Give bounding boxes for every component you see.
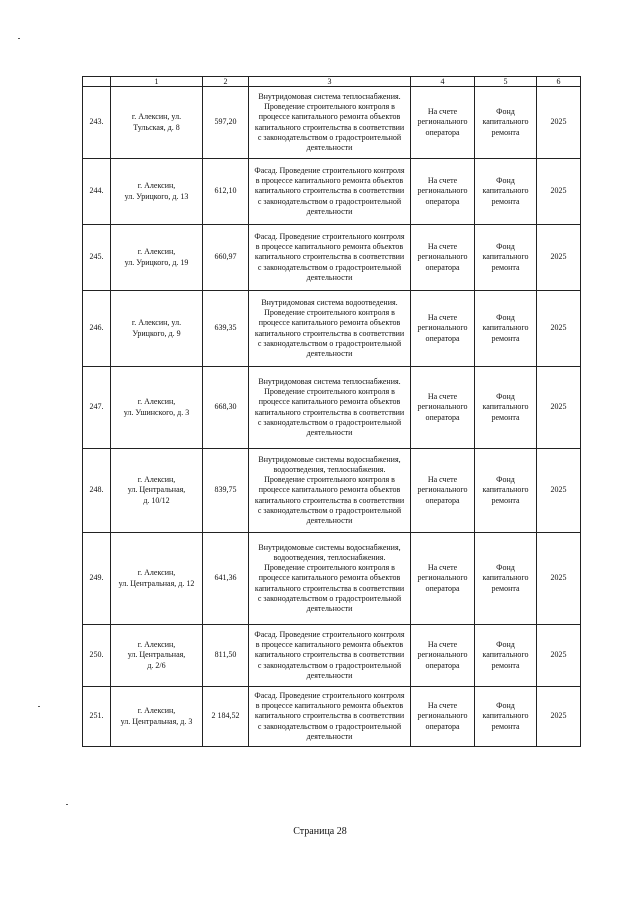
work-line: Проведение строительного контроля в [264,475,395,485]
row-number-cell: 243. [83,87,111,159]
area-cell: 660,97 [203,225,249,291]
work-description-cell [249,533,411,625]
work-line: Фасад. Проведение строительного контроля [254,165,405,175]
account-line: регионального [417,186,468,196]
work-line: с законодательством о градостроительной [257,196,402,206]
funding-line: Фонд [496,313,515,323]
scan-speck [66,804,68,805]
row-number-cell: 249. [83,533,111,625]
address-line: ул. Центральная, д. 3 [120,716,193,726]
table-row [83,449,581,533]
funding-source-cell [475,367,537,449]
work-line: процессе капитального ремонта объектов [258,573,401,583]
address-line: ул. Ушинского, д. 3 [123,407,190,417]
account-line: На счете [427,242,458,252]
table-row [83,159,581,225]
work-line: деятельности [306,272,353,282]
work-line: в процессе капитального ремонта объектов [255,640,404,650]
table-row [83,225,581,291]
account-line: оператора [425,495,460,505]
year-cell: 2025 [537,87,581,159]
row-number-cell: 251. [83,687,111,747]
funding-source-cell [475,291,537,367]
year-cell: 2025 [537,367,581,449]
account-line: На счете [427,701,458,711]
work-line: Внутридомовые системы водоснабжения, [258,454,401,464]
funding-line: ремонта [491,333,520,343]
account-line: оператора [425,262,460,272]
address-line: г. Алексин, ул. [131,112,182,122]
work-line: капитального строительства в соответствии [254,711,405,721]
row-number-cell: 247. [83,367,111,449]
work-line: деятельности [306,348,353,358]
work-description-cell [249,449,411,533]
year-cell: 2025 [537,687,581,747]
funding-line: ремонта [491,721,520,731]
row-number-cell: 248. [83,449,111,533]
funding-line: ремонта [491,495,520,505]
work-line: в процессе капитального ремонта объектов [255,176,404,186]
work-line: водоотведения, теплоснабжения. [273,464,386,474]
area-cell: 811,50 [203,625,249,687]
funding-line: ремонта [491,583,520,593]
address-cell [111,367,203,449]
funding-line: капитального [482,252,529,262]
year-cell: 2025 [537,291,581,367]
header-cell-1: 1 [111,77,203,87]
address-cell [111,87,203,159]
funding-line: Фонд [496,107,515,117]
work-line: капитального строительства в соответствии [254,122,405,132]
row-number-cell: 246. [83,291,111,367]
header-cell-3: 3 [249,77,411,87]
funding-line: ремонта [491,412,520,422]
address-line: ул. Урицкого, д. 19 [124,257,189,267]
work-line: деятельности [306,206,353,216]
row-number-cell: 245. [83,225,111,291]
work-line: в процессе капитального ремонта объектов [255,242,404,252]
row-number-cell: 250. [83,625,111,687]
funding-source-cell [475,687,537,747]
work-line: Внутридомовая система водоотведения. [261,297,398,307]
account-cell [411,449,475,533]
scan-speck [38,706,40,707]
work-line: с законодательством о градостроительной [257,721,402,731]
address-line: г. Алексин, [137,706,176,716]
work-line: процессе капитального ремонта объектов [258,397,401,407]
funding-line: ремонта [491,660,520,670]
header-cell-2: 2 [203,77,249,87]
address-line: д. 10/12 [143,495,170,505]
account-cell [411,625,475,687]
work-line: с законодательством о градостроительной [257,417,402,427]
funding-source-cell [475,625,537,687]
header-cell-4: 4 [411,77,475,87]
address-cell [111,533,203,625]
year-cell: 2025 [537,533,581,625]
account-line: регионального [417,117,468,127]
account-cell [411,87,475,159]
work-line: капитального строительства в соответствии [254,495,405,505]
header-cell-5: 5 [475,77,537,87]
scan-speck [18,38,20,39]
address-line: д. 2/6 [147,660,166,670]
work-line: с законодательством о градостроительной [257,132,402,142]
account-line: оператора [425,721,460,731]
work-line: процессе капитального ремонта объектов [258,318,401,328]
account-cell [411,367,475,449]
work-line: капитального строительства в соответствии [254,650,405,660]
funding-line: Фонд [496,176,515,186]
funding-line: Фонд [496,563,515,573]
address-cell [111,291,203,367]
address-line: г. Алексин, [137,640,176,650]
account-line: оператора [425,333,460,343]
funding-line: капитального [482,186,529,196]
funding-line: ремонта [491,127,520,137]
address-line: г. Алексин, [137,181,176,191]
account-line: регионального [417,485,468,495]
column-number-header [83,77,581,87]
account-cell [411,533,475,625]
account-cell [411,225,475,291]
area-cell: 612,10 [203,159,249,225]
address-line: ул. Центральная, [127,485,186,495]
area-cell: 639,35 [203,291,249,367]
area-cell: 2 184,52 [203,687,249,747]
work-line: капитального строительства в соответствии [254,583,405,593]
account-line: На счете [427,107,458,117]
address-line: Тульская, д. 8 [133,122,180,132]
work-line: с законодательством о градостроительной [257,338,402,348]
account-line: оператора [425,196,460,206]
area-cell: 839,75 [203,449,249,533]
year-cell: 2025 [537,449,581,533]
area-cell: 668,30 [203,367,249,449]
work-line: капитального строительства в соответствии [254,252,405,262]
funding-line: Фонд [496,640,515,650]
work-line: деятельности [306,604,353,613]
funding-line: Фонд [496,475,515,485]
funding-source-cell [475,533,537,625]
table-body [83,87,581,747]
address-line: Урицкого, д. 9 [132,328,181,338]
account-line: оператора [425,127,460,137]
funding-line: капитального [482,711,529,721]
row-number-cell: 244. [83,159,111,225]
account-line: регионального [417,252,468,262]
account-line: На счете [427,640,458,650]
work-line: Фасад. Проведение строительного контроля [254,231,405,241]
address-cell [111,687,203,747]
table-row [83,291,581,367]
account-line: На счете [427,176,458,186]
table-row [83,367,581,449]
work-description-cell [249,687,411,747]
address-line: г. Алексин, [137,475,176,485]
work-line: Внутридомовая система теплоснабжения. [258,91,401,101]
funding-source-cell [475,159,537,225]
funding-line: Фонд [496,392,515,402]
work-line: Внутридомовая система теплоснабжения. [258,376,401,386]
work-line: в процессе капитального ремонта объектов [255,701,404,711]
table-row [83,533,581,625]
address-line: ул. Центральная, д. 12 [118,578,195,588]
work-line: деятельности [306,142,353,152]
table-row [83,625,581,687]
funding-line: капитального [482,573,529,583]
work-description-cell [249,291,411,367]
work-line: с законодательством о градостроительной [257,660,402,670]
work-line: Проведение строительного контроля в [264,387,395,397]
area-cell: 597,20 [203,87,249,159]
work-line: водоотведения, теплоснабжения. [273,552,386,562]
work-line: капитального строительства в соответствии [254,186,405,196]
year-cell: 2025 [537,225,581,291]
account-line: регионального [417,711,468,721]
account-line: На счете [427,475,458,485]
account-line: регионального [417,650,468,660]
funding-line: капитального [482,323,529,333]
table-row [83,87,581,159]
funding-source-cell [475,225,537,291]
account-cell [411,687,475,747]
work-line: с законодательством о градостроительной [257,593,402,603]
address-cell [111,625,203,687]
page-number: Страница 28 [293,826,347,837]
work-line: деятельности [306,427,353,437]
account-line: На счете [427,563,458,573]
account-line: На счете [427,313,458,323]
address-line: ул. Урицкого, д. 13 [124,191,189,201]
work-line: капитального строительства в соответствии [254,328,405,338]
funding-source-cell [475,87,537,159]
work-line: с законодательством о градостроительной [257,262,402,272]
work-line: процессе капитального ремонта объектов [258,112,401,122]
account-line: оператора [425,583,460,593]
account-line: регионального [417,323,468,333]
funding-source-cell [475,449,537,533]
account-line: На счете [427,392,458,402]
header-cell-blank [83,77,111,87]
funding-line: капитального [482,402,529,412]
work-line: Фасад. Проведение строительного контроля [254,690,405,700]
account-line: оператора [425,412,460,422]
address-cell [111,449,203,533]
funding-line: Фонд [496,701,515,711]
account-cell [411,159,475,225]
work-line: Проведение строительного контроля в [264,563,395,573]
work-line: с законодательством о градостроительной [257,505,402,515]
address-line: г. Алексин, [137,247,176,257]
address-line: г. Алексин, [137,397,176,407]
account-line: оператора [425,660,460,670]
work-line: деятельности [306,670,353,680]
address-line: ул. Центральная, [127,650,186,660]
address-line: г. Алексин, [137,568,176,578]
account-cell [411,291,475,367]
address-line: г. Алексин, ул. [131,318,182,328]
address-cell [111,159,203,225]
funding-line: капитального [482,117,529,127]
work-description-cell [249,159,411,225]
account-line: регионального [417,573,468,583]
work-description-cell [249,87,411,159]
work-description-cell [249,225,411,291]
work-line: деятельности [306,731,353,741]
work-line: деятельности [306,516,353,525]
work-line: Проведение строительного контроля в [264,102,395,112]
account-line: регионального [417,402,468,412]
year-cell: 2025 [537,159,581,225]
work-line: Фасад. Проведение строительного контроля [254,629,405,639]
year-cell: 2025 [537,625,581,687]
funding-line: капитального [482,650,529,660]
funding-line: ремонта [491,196,520,206]
work-description-cell [249,625,411,687]
capital-repair-table [82,76,581,747]
address-cell [111,225,203,291]
table-row [83,687,581,747]
funding-line: капитального [482,485,529,495]
work-description-cell [249,367,411,449]
work-line: Проведение строительного контроля в [264,308,395,318]
work-line: процессе капитального ремонта объектов [258,485,401,495]
header-cell-6: 6 [537,77,581,87]
work-line: Внутридомовые системы водоснабжения, [258,542,401,552]
funding-line: Фонд [496,242,515,252]
work-line: капитального строительства в соответствии [254,407,405,417]
area-cell: 641,36 [203,533,249,625]
funding-line: ремонта [491,262,520,272]
